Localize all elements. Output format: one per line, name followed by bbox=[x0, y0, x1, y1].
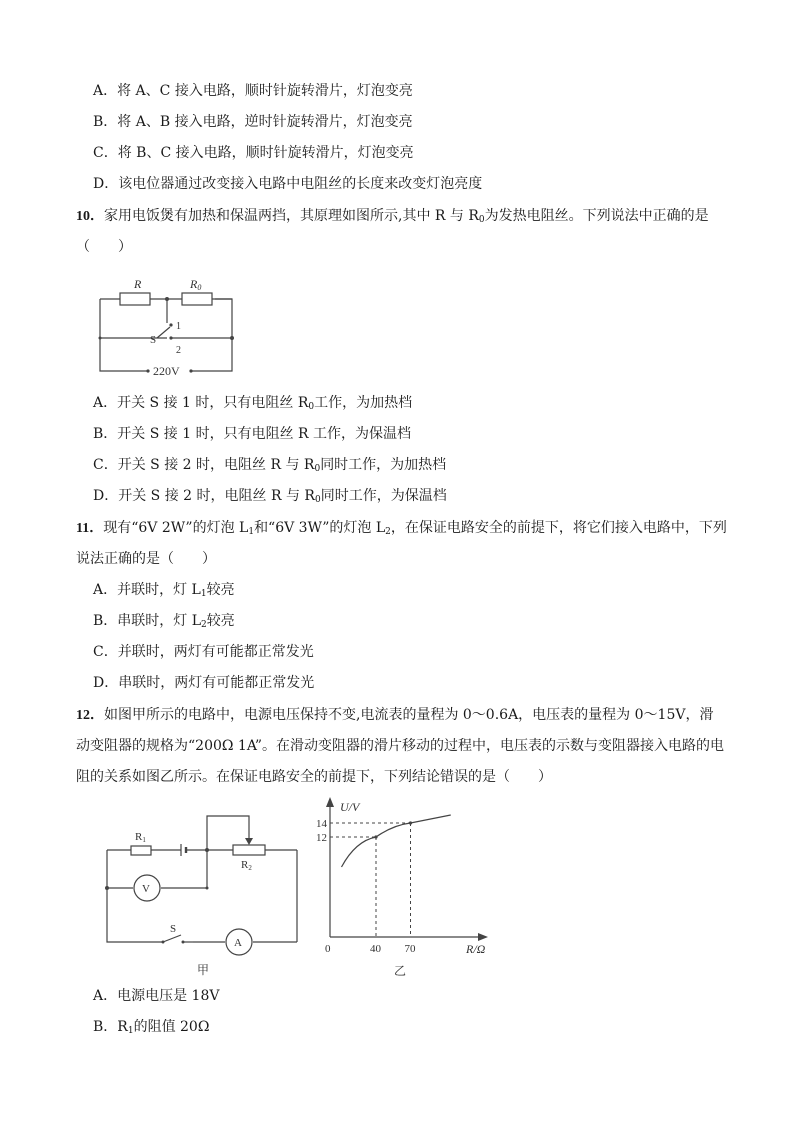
q9-option-a: A．将 A、C 接入电路，顺时针旋转滑片，灯泡变亮 bbox=[93, 83, 413, 99]
q10-number: 10． bbox=[76, 209, 104, 224]
q10-label-r0: R0 bbox=[190, 277, 202, 292]
q10-label-s: S bbox=[150, 334, 157, 346]
y-axis-arrow-icon bbox=[326, 797, 334, 807]
q10-stem: 10．家用电饭煲有加热和保温两挡，其原理如图所示,其中 R 与 $R_0$为发热电阻丝。下列说法中正确的是 bbox=[76, 208, 709, 225]
q11-option-d: D．串联时，两灯有可能都正常发光 bbox=[93, 675, 315, 691]
q12-stem: 12．如图甲所示的电路中，电源电压保持不变,电流表的量程为 0～0.6A，电压表的量程为 0～15V，滑 bbox=[76, 707, 714, 723]
q10-contact-2: 2 bbox=[176, 345, 181, 356]
q12-label-r2: R2 bbox=[241, 859, 252, 872]
q11-stem-line2: 说法正确的是（ ） bbox=[76, 551, 216, 567]
q12-number: 12． bbox=[76, 708, 104, 723]
q12-chart-yi bbox=[318, 795, 508, 985]
chart-ylabel: U/V bbox=[340, 800, 360, 814]
chart-xlabel: R/Ω bbox=[466, 942, 486, 956]
x-axis-arrow-icon bbox=[478, 933, 488, 941]
chart-point bbox=[409, 821, 412, 824]
q11-option-b: B．串联时，灯 $L_2$较亮 bbox=[93, 613, 235, 630]
q10-voltage-label: 220V bbox=[153, 364, 180, 378]
q12-caption-jia: 甲 bbox=[197, 963, 210, 977]
q10-circuit-diagram bbox=[92, 275, 242, 380]
q12-option-b: B．$R_1$的阻值 20Ω bbox=[93, 1019, 210, 1036]
q10-option-c: C．开关 S 接 2 时，电阻丝 R 与 $R_0$同时工作，为加热档 bbox=[93, 457, 447, 474]
q12-circuit-diagram-jia bbox=[97, 802, 307, 982]
q11-number: 11． bbox=[76, 521, 104, 536]
q10-option-b: B．开关 S 接 1 时，只有电阻丝 R 工作，为保温档 bbox=[93, 426, 412, 442]
chart-axes bbox=[330, 807, 478, 937]
q9-option-c: C．将 B、C 接入电路，顺时针旋转滑片，灯泡变亮 bbox=[93, 145, 414, 161]
q10-option-a: A．开关 S 接 1 时，只有电阻丝 $R_0$工作，为加热档 bbox=[93, 395, 413, 412]
q12-stem-line2: 动变阻器的规格为“200Ω 1A”。在滑动变阻器的滑片移动的过程中，电压表的示数与变阻器接入电路的电 bbox=[76, 738, 725, 754]
chart-origin-label: 0 bbox=[325, 943, 331, 955]
q11-option-c: C．并联时，两灯有可能都正常发光 bbox=[93, 644, 314, 660]
q10-option-d: D．开关 S 接 2 时，电阻丝 R 与 $R_0$同时工作，为保温档 bbox=[93, 488, 447, 505]
q9-option-b: B．将 A、B 接入电路，逆时针旋转滑片，灯泡变亮 bbox=[93, 114, 413, 130]
q12-switch-label: S bbox=[170, 923, 177, 935]
chart-y-tick-label: 14 bbox=[316, 818, 327, 830]
q12-voltmeter-label: V bbox=[142, 883, 150, 895]
q9-option-d: D．该电位器通过改变接入电路中电阻丝的长度来改变灯泡亮度 bbox=[93, 176, 483, 192]
chart-x-tick-label: 40 bbox=[370, 943, 381, 955]
chart-y-tick-label: 12 bbox=[316, 832, 327, 844]
q12-option-a: A．电源电压是 18V bbox=[93, 988, 220, 1004]
chart-point bbox=[374, 835, 377, 838]
q11-option-a: A．并联时，灯 $L_1$较亮 bbox=[93, 582, 235, 599]
q10-paren: （ ） bbox=[76, 239, 132, 255]
q12-stem-line3: 阻的关系如图乙所示。在保证电路安全的前提下，下列结论错误的是（ ） bbox=[76, 769, 552, 785]
chart-x-tick-label: 70 bbox=[404, 943, 416, 955]
q12-label-r1: R1 bbox=[135, 831, 146, 844]
q12-ammeter-label: A bbox=[234, 937, 242, 949]
q10-contact-1: 1 bbox=[176, 321, 181, 332]
q10-label-r: R bbox=[134, 277, 142, 291]
q12-caption-yi: 乙 bbox=[394, 964, 407, 978]
q11-stem: 11．现有“6V 2W”的灯泡 $L_1$和“6V 3W”的灯泡 $L_2$，在保证电路安全的前提下，将它们接入电路中，下列 bbox=[76, 520, 727, 537]
